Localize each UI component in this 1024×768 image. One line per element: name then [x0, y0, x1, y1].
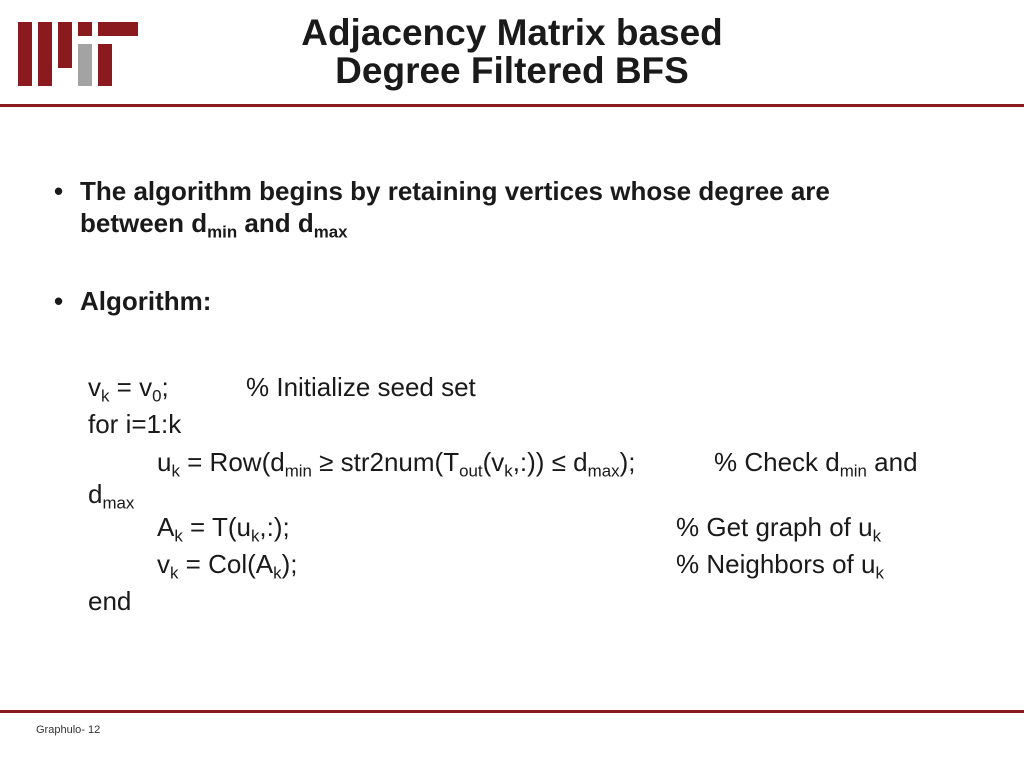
code-text: );: [619, 447, 636, 477]
code-text: and: [866, 447, 918, 477]
subscript: max: [313, 222, 348, 242]
code-line: [157, 446, 636, 481]
logo-bar: [78, 44, 92, 86]
bullet-marker: •: [54, 176, 64, 206]
code-text: = v: [109, 372, 153, 402]
subscript: k: [171, 461, 180, 481]
subscript: k: [504, 461, 513, 481]
code-comment: [714, 446, 918, 481]
subscript: k: [273, 563, 282, 583]
logo-bar: [98, 44, 112, 86]
subscript: min: [284, 461, 312, 481]
code-text: u: [157, 447, 172, 477]
code-text: v: [88, 372, 101, 402]
code-comment: [676, 511, 882, 546]
subscript: k: [170, 563, 179, 583]
bullet-text-part: between d: [80, 208, 208, 238]
code-line: [157, 548, 298, 583]
logo-bar: [58, 22, 72, 68]
subscript: k: [101, 386, 110, 406]
subscript: k: [875, 563, 884, 583]
subscript: k: [174, 526, 183, 546]
subscript: 0: [152, 386, 162, 406]
slide-title: [200, 14, 824, 90]
code-text: v: [157, 549, 170, 579]
subscript: min: [839, 461, 867, 481]
code-line: end: [88, 586, 132, 616]
code-line: [88, 478, 135, 513]
code-text: d: [88, 479, 103, 509]
logo-bar: [98, 22, 138, 36]
code-text: = T(u: [182, 512, 251, 542]
subscript: max: [587, 461, 620, 481]
bullet-text-part: and d: [237, 208, 314, 238]
code-text: ,:)) ≤ d: [512, 447, 588, 477]
code-comment: % Initialize seed set: [246, 372, 476, 402]
footer-divider: [0, 710, 1024, 713]
code-comment: [676, 548, 884, 583]
code-line: for i=1:k: [88, 409, 182, 439]
slide-footer: Graphulo- 12: [36, 724, 101, 736]
code-text: );: [281, 549, 298, 579]
title-line: Adjacency Matrix based: [301, 12, 723, 53]
bullet-text: Algorithm:: [80, 286, 212, 316]
logo-bar: [38, 22, 52, 86]
title-line: Degree Filtered BFS: [335, 50, 689, 91]
code-line: [88, 371, 169, 406]
subscript: k: [872, 526, 882, 546]
code-text: ,:);: [259, 512, 290, 542]
subscript: max: [102, 493, 135, 513]
mit-logo: [18, 22, 138, 86]
code-text: ≥ str2num(T: [311, 447, 460, 477]
code-text: A: [157, 512, 175, 542]
subscript: min: [207, 222, 238, 242]
bullet-text-part: The algorithm begins by retaining vertices whose degree are: [80, 176, 830, 206]
code-text: (v: [482, 447, 505, 477]
bullet-marker: •: [54, 286, 64, 316]
code-text: = Row(d: [179, 447, 285, 477]
code-text: ;: [161, 372, 169, 402]
logo-bar: [18, 22, 32, 86]
code-line: [157, 511, 290, 546]
code-text: % Neighbors of u: [676, 549, 876, 579]
bullet-text: [80, 175, 960, 242]
logo-bar: [78, 22, 92, 36]
code-text: % Check d: [714, 447, 840, 477]
code-text: = Col(A: [178, 549, 274, 579]
header-divider: [0, 104, 1024, 107]
subscript: out: [459, 461, 483, 481]
subscript: k: [250, 526, 260, 546]
code-text: % Get graph of u: [676, 512, 873, 542]
